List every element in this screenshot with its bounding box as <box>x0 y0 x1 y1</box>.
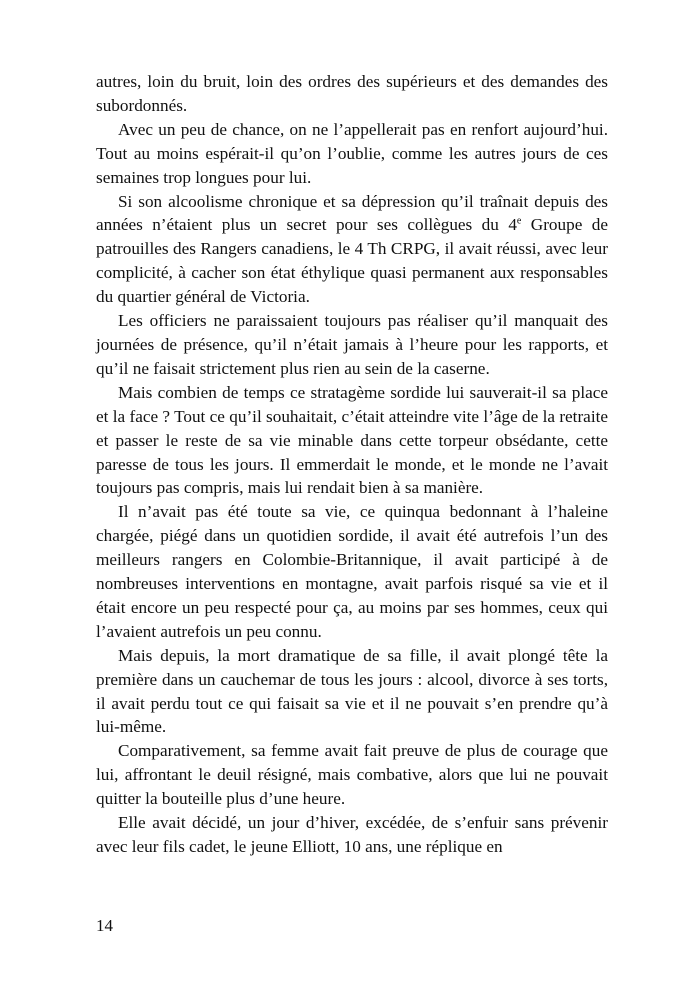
ordinal-superscript: e <box>516 215 522 227</box>
paragraph-3 <box>96 190 608 310</box>
page-number: 14 <box>96 916 113 935</box>
paragraph-1: autres, loin du bruit, loin des ordres des supérieurs et des demandes des subordonnés. <box>96 72 608 115</box>
paragraph-5: Mais combien de temps ce stratagème sordide lui sauverait-il sa place et la face ? Tout ce qu’il souhaitait, c’était atteindre vite l’âge de la retraite et passer le reste de sa vie minable dans cette torpeur obsédante, cette paresse de tous les jours. Il emmerdait le monde, et le monde ne l’avait toujours pas compris, mais lui rendait bien à sa manière. <box>96 382 608 498</box>
paragraph-3-end: Groupe de patrouilles des Rangers canadiens, le 4 Th CRPG, il avait réussi, avec leur complicité, à cacher son état éthylique quasi permanent aux responsables du quartier général de Victoria. <box>96 215 608 307</box>
paragraph-8: Comparativement, sa femme avait fait preuve de plus de courage que lui, affrontant le deuil résigné, mais combative, alors que lui ne pouvait quitter la bouteille plus d’une heure. <box>96 741 608 809</box>
paragraph-6: Il n’avait pas été toute sa vie, ce quinqua bedonnant à l’haleine chargée, piégé dans un quotidien sordide, il avait été autrefois l’un des meilleurs rangers en Colombie-Britannique, il avait participé à de nombreuses interventions en montagne, avait parfois risqué sa vie et il était encore un peu respecté pour ça, au moins par ses hommes, ceux qui l’avaient autrefois un peu connu. <box>96 502 608 641</box>
paragraph-4: Les officiers ne paraissaient toujours pas réaliser qu’il manquait des journées de présence, qu’il n’était jamais à l’heure pour les rapports, et qu’il ne faisait strictement plus rien au sein de la caserne. <box>96 311 608 378</box>
paragraph-9: Elle avait décidé, un jour d’hiver, excédée, de s’enfuir sans prévenir avec leur fils cadet, le jeune Elliott, 10 ans, une réplique en <box>96 813 608 856</box>
body-text <box>96 70 608 859</box>
paragraph-7: Mais depuis, la mort dramatique de sa fille, il avait plongé tête la première dans un cauchemar de tous les jours : alcool, divorce à ses torts, il avait perdu tout ce qui faisait sa vie et il ne pouvait s’en prendre qu’à lui-même. <box>96 645 608 737</box>
paragraph-2: Avec un peu de chance, on ne l’appellerait pas en renfort aujourd’hui. Tout au moins espérait-il qu’on l’oublie, comme les autres jours de ces semaines trop longues pour lui. <box>96 119 608 187</box>
paragraph-3-start: Si son alcoolisme chronique et sa dépression qu’il traînait depuis des années n’étaient plus un secret pour ses collègues du <box>96 191 608 235</box>
group-number: 4 <box>508 215 517 235</box>
